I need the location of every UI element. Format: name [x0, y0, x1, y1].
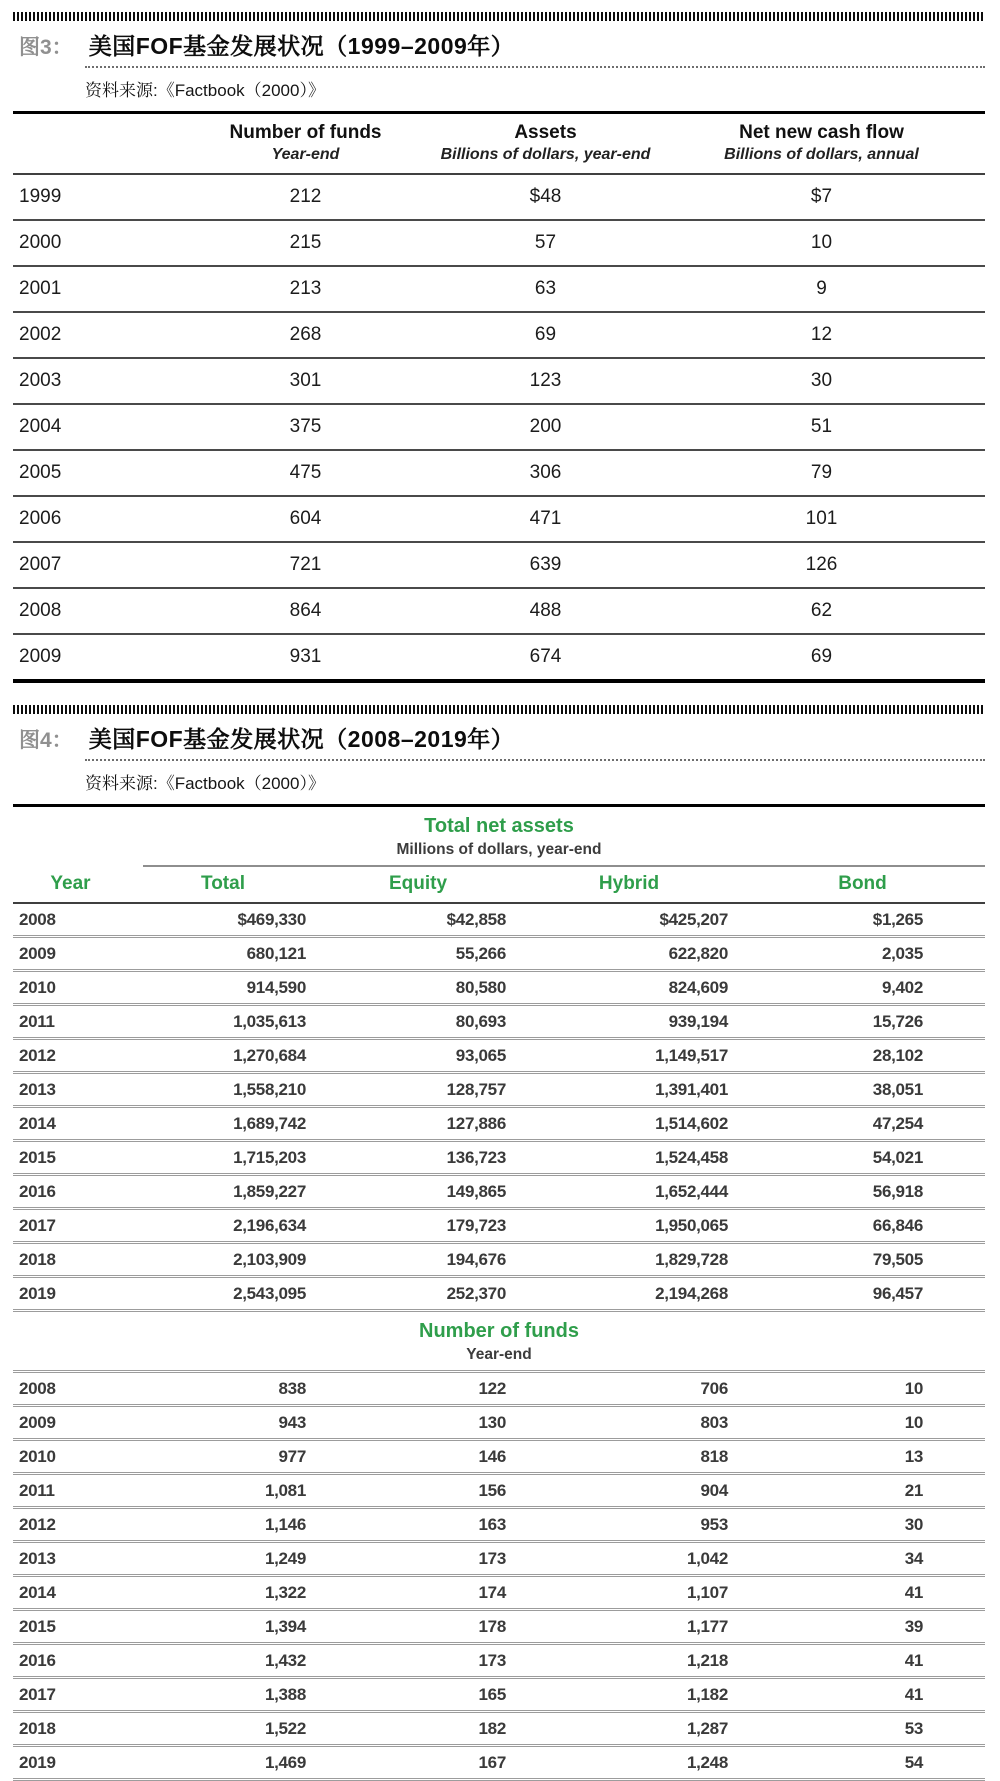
- total-net-assets-title: Total net assets: [424, 815, 574, 837]
- table-cell: 1,859,227: [233, 1181, 306, 1201]
- table-row: [13, 220, 985, 266]
- table-cell: 2015: [19, 1147, 56, 1167]
- table-cell: 375: [289, 416, 322, 437]
- table-cell: 2016: [19, 1181, 56, 1201]
- table-cell: 179,723: [446, 1215, 506, 1235]
- table-cell: 130: [478, 1412, 506, 1432]
- table-row: [13, 496, 985, 542]
- table-cell: 301: [289, 370, 322, 391]
- table-cell: 2003: [19, 370, 62, 391]
- table-cell: 10: [810, 232, 833, 253]
- table-cell: 2008: [19, 1378, 56, 1398]
- table-cell: 1,388: [264, 1684, 306, 1704]
- table-cell: 268: [289, 324, 322, 345]
- table-cell: 178: [478, 1616, 506, 1636]
- table-row: [13, 358, 985, 404]
- table-cell: 122: [478, 1378, 506, 1398]
- table-cell: 54,021: [872, 1147, 923, 1167]
- table-cell: 1,249: [264, 1548, 306, 1568]
- table-cell: 2014: [19, 1582, 56, 1602]
- figure4-assets-body: [13, 903, 985, 1311]
- table-cell: 173: [478, 1650, 506, 1670]
- table-cell: 1,558,210: [233, 1079, 306, 1099]
- table-row: [13, 1508, 985, 1542]
- table-cell: 2,103,909: [233, 1249, 306, 1269]
- table-cell: 1,522: [264, 1718, 306, 1738]
- table-row: [13, 1474, 985, 1508]
- figure4-heading: [19, 721, 985, 754]
- table-row: [13, 1107, 985, 1141]
- figure4-funds-table: [13, 1370, 985, 1781]
- table-cell: $42,858: [446, 909, 506, 929]
- table-cell: 123: [529, 370, 562, 391]
- table-cell: 721: [289, 554, 322, 575]
- table-cell: 128,757: [446, 1079, 506, 1099]
- table-cell: 136,723: [446, 1147, 506, 1167]
- hybrid-header: Hybrid: [598, 873, 660, 894]
- table-row: [13, 450, 985, 496]
- table-cell: 2012: [19, 1045, 56, 1065]
- table-cell: 2014: [19, 1113, 56, 1133]
- table-cell: 15,726: [872, 1011, 923, 1031]
- assets-header: Assets Billions of dollars, year-end: [440, 122, 651, 163]
- table-cell: 2001: [19, 278, 62, 299]
- table-cell: 2000: [19, 232, 62, 253]
- table-cell: 864: [289, 600, 322, 621]
- table-cell: 639: [529, 554, 562, 575]
- table-cell: 1,146: [264, 1514, 306, 1534]
- table-cell: 488: [529, 600, 562, 621]
- table-cell: 904: [700, 1480, 728, 1500]
- table-row: [13, 634, 985, 681]
- bond-header: Bond: [838, 873, 887, 894]
- number-of-funds-title: Number of funds: [419, 1320, 579, 1342]
- table-cell: 2017: [19, 1684, 56, 1704]
- table-cell: 1,248: [686, 1752, 728, 1772]
- figure4-funds-body: [13, 1372, 985, 1780]
- figure4-header-row: [13, 867, 985, 903]
- table-cell: 1,322: [264, 1582, 306, 1602]
- table-cell: 28,102: [872, 1045, 923, 1065]
- table-row: [13, 1542, 985, 1576]
- table-cell: 149,865: [446, 1181, 506, 1201]
- table-row: [13, 937, 985, 971]
- table-cell: $1,265: [872, 909, 923, 929]
- table-row: [13, 1746, 985, 1780]
- table-row: [13, 1005, 985, 1039]
- table-cell: 41: [904, 1650, 923, 1670]
- table-cell: 1,391,401: [655, 1079, 728, 1099]
- table-cell: 1,432: [264, 1650, 306, 1670]
- table-cell: 200: [529, 416, 562, 437]
- table-cell: 12: [810, 324, 833, 345]
- table-cell: 1,081: [264, 1480, 306, 1500]
- figure4-title: 美国FOF基金发展状况（2008–2019年）: [88, 726, 515, 752]
- figure3-header-row: [13, 113, 985, 175]
- table-cell: 2013: [19, 1548, 56, 1568]
- table-cell: $469,330: [237, 909, 306, 929]
- table-row: [13, 1372, 985, 1406]
- table-cell: 1,829,728: [655, 1249, 728, 1269]
- table-cell: 1,149,517: [655, 1045, 728, 1065]
- table-cell: 165: [478, 1684, 506, 1704]
- table-cell: 215: [289, 232, 322, 253]
- table-cell: 34: [904, 1548, 923, 1568]
- table-cell: 2,196,634: [233, 1215, 306, 1235]
- table-cell: 101: [805, 508, 838, 529]
- table-cell: 674: [529, 646, 562, 667]
- table-cell: 2019: [19, 1752, 56, 1772]
- table-row: [13, 903, 985, 937]
- year-column-header: [13, 113, 178, 175]
- figure4-section: [13, 705, 985, 1781]
- table-cell: 1999: [19, 186, 62, 207]
- table-cell: 2019: [19, 1283, 56, 1303]
- table-cell: 803: [700, 1412, 728, 1432]
- table-top-rule: [13, 804, 985, 807]
- table-cell: $7: [810, 186, 833, 207]
- table-cell: 194,676: [446, 1249, 506, 1269]
- number-of-funds-header: Number of funds Year-end: [229, 122, 382, 163]
- table-cell: 818: [700, 1446, 728, 1466]
- table-cell: 1,218: [686, 1650, 728, 1670]
- table-cell: 1,514,602: [655, 1113, 728, 1133]
- table-cell: 156: [478, 1480, 506, 1500]
- table-cell: 824,609: [668, 977, 728, 997]
- table-cell: 10: [904, 1412, 923, 1432]
- title-underline: [85, 759, 985, 761]
- table-cell: 2015: [19, 1616, 56, 1636]
- table-cell: 2011: [19, 1011, 55, 1031]
- table-cell: 2,035: [881, 943, 923, 963]
- table-cell: 39: [904, 1616, 923, 1636]
- table-cell: 2,194,268: [655, 1283, 728, 1303]
- table-cell: 1,035,613: [233, 1011, 306, 1031]
- table-row: [13, 1073, 985, 1107]
- equity-header: Equity: [388, 873, 448, 894]
- table-cell: 943: [278, 1412, 306, 1432]
- table-row: [13, 266, 985, 312]
- table-cell: 2009: [19, 646, 62, 667]
- table-cell: 56,918: [872, 1181, 923, 1201]
- table-row: [13, 1039, 985, 1073]
- table-row: [13, 1243, 985, 1277]
- table-cell: 914,590: [246, 977, 306, 997]
- table-row: [13, 1209, 985, 1243]
- table-cell: 54: [904, 1752, 923, 1772]
- table-cell: 10: [904, 1378, 923, 1398]
- table-cell: 9,402: [881, 977, 923, 997]
- table-cell: 80,580: [455, 977, 506, 997]
- table-row: [13, 1406, 985, 1440]
- table-cell: 1,270,684: [233, 1045, 306, 1065]
- table-cell: 79: [810, 462, 833, 483]
- table-row: [13, 542, 985, 588]
- table-cell: 838: [278, 1378, 306, 1398]
- figure3-heading: [19, 28, 985, 61]
- table-cell: 1,177: [686, 1616, 728, 1636]
- table-cell: 939,194: [668, 1011, 728, 1031]
- table-cell: 252,370: [446, 1283, 506, 1303]
- table-cell: 680,121: [246, 943, 306, 963]
- table-cell: 1,042: [686, 1548, 728, 1568]
- table-cell: 41: [904, 1684, 923, 1704]
- figure4-label: 图4：: [19, 729, 73, 752]
- table-cell: 604: [289, 508, 322, 529]
- figure4-source: 资料来源:《Factbook（2000）》: [85, 774, 325, 793]
- table-cell: 2017: [19, 1215, 56, 1235]
- table-cell: 127,886: [446, 1113, 506, 1133]
- table-cell: 2008: [19, 909, 56, 929]
- table-cell: 471: [529, 508, 562, 529]
- table-row: [13, 1175, 985, 1209]
- separator-band: [13, 12, 985, 21]
- table-row: [13, 1440, 985, 1474]
- table-cell: 2018: [19, 1249, 56, 1269]
- table-cell: $48: [529, 186, 562, 207]
- table-cell: 1,715,203: [233, 1147, 306, 1167]
- table-cell: 212: [289, 186, 322, 207]
- separator-band: [13, 705, 985, 714]
- table-cell: 93,065: [455, 1045, 506, 1065]
- figure3-table-body: [13, 174, 985, 681]
- table-cell: 953: [700, 1514, 728, 1534]
- table-cell: 126: [805, 554, 838, 575]
- table-cell: 1,182: [686, 1684, 728, 1704]
- table-cell: 2007: [19, 554, 62, 575]
- table-cell: 173: [478, 1548, 506, 1568]
- table-cell: 706: [700, 1378, 728, 1398]
- table-cell: 1,394: [264, 1616, 306, 1636]
- title-underline: [85, 66, 985, 68]
- table-row: [13, 1644, 985, 1678]
- table-row: [13, 404, 985, 450]
- table-cell: 2009: [19, 943, 56, 963]
- table-cell: 2011: [19, 1480, 55, 1500]
- table-cell: 62: [810, 600, 833, 621]
- table-cell: 1,469: [264, 1752, 306, 1772]
- table-cell: 146: [478, 1446, 506, 1466]
- table-row: [13, 588, 985, 634]
- table-cell: 163: [478, 1514, 506, 1534]
- figure3-label: 图3：: [19, 36, 73, 59]
- table-cell: 1,107: [686, 1582, 728, 1602]
- figure3-table: [13, 111, 985, 683]
- table-cell: 2018: [19, 1718, 56, 1738]
- table-cell: 47,254: [872, 1113, 923, 1133]
- table-cell: 41: [904, 1582, 923, 1602]
- table-cell: 2013: [19, 1079, 56, 1099]
- table-row: [13, 174, 985, 220]
- table-cell: 475: [289, 462, 322, 483]
- table-cell: 1,950,065: [655, 1215, 728, 1235]
- table-row: [13, 971, 985, 1005]
- total-net-assets-subtitle: Millions of dollars, year-end: [396, 841, 602, 858]
- table-cell: 1,287: [686, 1718, 728, 1738]
- table-cell: 63: [534, 278, 557, 299]
- table-cell: 2002: [19, 324, 62, 345]
- table-row: [13, 1712, 985, 1746]
- table-cell: 79,505: [872, 1249, 923, 1269]
- net-new-cash-flow-header: Net new cash flow Billions of dollars, annual: [724, 122, 919, 163]
- figure3-source: 资料来源:《Factbook（2000）》: [85, 81, 325, 100]
- table-cell: 174: [478, 1582, 506, 1602]
- table-cell: 2009: [19, 1412, 56, 1432]
- table-row: [13, 1576, 985, 1610]
- table-cell: 69: [534, 324, 557, 345]
- table-cell: 30: [904, 1514, 923, 1534]
- table-cell: 51: [810, 416, 833, 437]
- table-cell: 13: [904, 1446, 923, 1466]
- table-cell: 622,820: [668, 943, 728, 963]
- table-cell: 1,524,458: [655, 1147, 728, 1167]
- table-cell: 1,652,444: [655, 1181, 728, 1201]
- table-cell: 182: [478, 1718, 506, 1738]
- table-cell: 167: [478, 1752, 506, 1772]
- table-cell: 55,266: [455, 943, 506, 963]
- table-row: [13, 1678, 985, 1712]
- total-header: Total: [201, 873, 245, 894]
- table-row: [13, 1141, 985, 1175]
- year-header: Year: [50, 873, 91, 894]
- table-cell: 38,051: [872, 1079, 923, 1099]
- figure3-title: 美国FOF基金发展状况（1999–2009年）: [88, 33, 515, 59]
- table-cell: 2004: [19, 416, 62, 437]
- table-cell: 57: [534, 232, 557, 253]
- table-row: [13, 1277, 985, 1311]
- table-cell: 2008: [19, 600, 62, 621]
- table-cell: 1,689,742: [233, 1113, 306, 1133]
- table-cell: 2006: [19, 508, 62, 529]
- figure4-assets-table: [13, 867, 985, 1312]
- table-cell: 80,693: [455, 1011, 506, 1031]
- table-cell: 213: [289, 278, 322, 299]
- table-cell: 931: [289, 646, 322, 667]
- table-row: [13, 1610, 985, 1644]
- table-cell: 53: [904, 1718, 923, 1738]
- table-cell: 2010: [19, 977, 56, 997]
- table-cell: 21: [904, 1480, 923, 1500]
- table-cell: 9: [816, 278, 827, 299]
- table-cell: 2016: [19, 1650, 56, 1670]
- number-of-funds-subtitle: Year-end: [466, 1346, 532, 1363]
- table-cell: 2005: [19, 462, 62, 483]
- table-cell: 30: [810, 370, 833, 391]
- table-row: [13, 312, 985, 358]
- table-cell: 66,846: [872, 1215, 923, 1235]
- table-cell: $425,207: [659, 909, 728, 929]
- table-cell: 2012: [19, 1514, 56, 1534]
- table-cell: 96,457: [872, 1283, 923, 1303]
- table-cell: 2010: [19, 1446, 56, 1466]
- table-cell: 2,543,095: [233, 1283, 306, 1303]
- table-cell: 306: [529, 462, 562, 483]
- figure3-section: [13, 12, 985, 683]
- table-cell: 977: [278, 1446, 306, 1466]
- table-cell: 69: [810, 646, 833, 667]
